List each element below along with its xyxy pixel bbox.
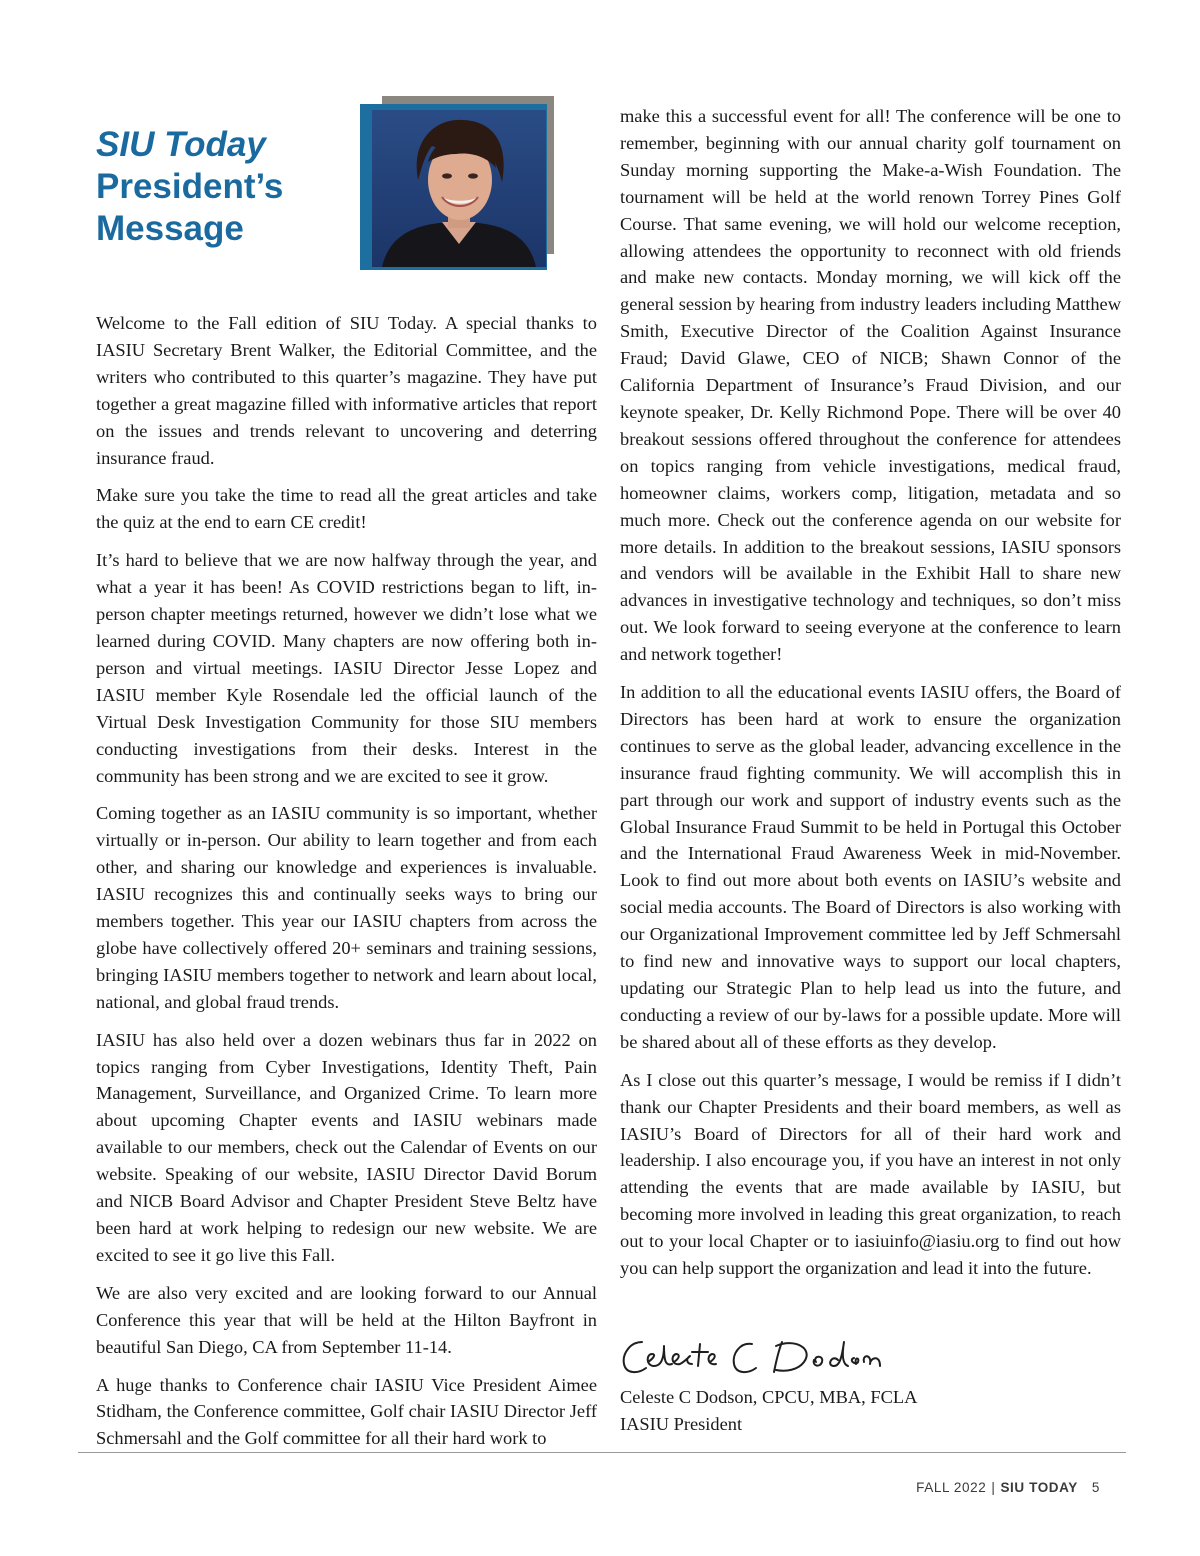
title-line-3: Message [96,209,244,248]
handwritten-signature [618,1332,1121,1384]
paragraph: A huge thanks to Conference chair IASIU Vice President Aimee Stidham, the Conference committee, Golf chair IASIU Director Jeff Schmersahl and the Golf committee for all their hard work to [96,1374,597,1449]
signatory-title: IASIU President [620,1413,743,1434]
right-column [620,103,1121,1438]
paragraph: In addition to all the educational events IASIU offers, the Board of Directors has been hard at work to ensure the organization continues to serve as the global leader, advancing excellence in the insurance fraud fighting community. We will accomplish this in part through our work and support of industry events such as the Global Insurance Fraud Summit to be held in Portugal this October and the International Fraud Awareness Week in mid-November. Look to find out more about both events on IASIU’s website and social media accounts. The Board of Directors is also working with our Organizational Improvement committee led by Jeff Schmersahl to find new and innovative ways to support our local chapters, updating our Strategic Plan to help lead us into the future, and conducting a review of our by-laws for a possible update. More will be shared about all of these efforts as they develop. [620,682,1121,1052]
paragraph: Welcome to the Fall edition of SIU Today. A special thanks to IASIU Secretary Brent Walker, the Editorial Committee, and the writers who contributed to this quarter’s magazine. They have put together a great magazine filled with informative articles that report on the issues and trends relevant to uncovering and deterring insurance fraud. [96,313,597,468]
paragraph: It’s hard to believe that we are now halfway through the year, and what a year it has been! As COVID restrictions began to lift, in-person chapter meetings returned, however we didn’t lose what we learned during COVID. Many chapters are now offering both in-person and virtual meetings. IASIU Director Jesse Lopez and IASIU member Kyle Rosendale led the official launch of the Virtual Desk Investigation Community for those SIU members conducting investigations from their desks. Interest in the community has been strong and we are excited to see it grow. [96,550,597,786]
footer-divider [78,1452,1126,1453]
title-line-1: SIU Today [96,125,266,164]
paragraph: make this a successful event for all! The conference will be one to remember, beginning with our annual charity golf tournament on Sunday morning supporting the Make-a-Wish Foundation. The tournament will be held at the world renown Torrey Pines Golf Course. That same evening, we will hold our welcome reception, allowing attendees the opportunity to reconnect with old friends and make new contacts. Monday morning, we will kick off the general session by hearing from industry leaders including Matthew Smith, Executive Director of the Coalition Against Insurance Fraud; David Glawe, CEO of NICB; Shawn Connor of the California Department of Insurance’s Fraud Division, and our keynote speaker, Dr. Kelly Richmond Pope. There will be over 40 breakout sessions offered throughout the conference for attendees on topics ranging from vehicle investigations, medical fraud, homeowner claims, workers comp, litigation, metadata and so much more. Check out the conference agenda on our website for more details. In addition to the breakout sessions, IASIU sponsors and vendors will be available in the Exhibit Hall to share new advances in investigative technology and techniques, so don’t miss out. We look forward to seeing everyone at the conference to learn and network together! [620,106,1121,665]
left-column [96,310,597,1463]
title-line-2: President’s [96,167,284,206]
footer-separator: | [991,1480,996,1495]
signatory-name: Celeste C Dodson, CPCU, MBA, FCLA [620,1386,918,1407]
page-title [96,124,366,250]
paragraph: Coming together as an IASIU community is so important, whether virtually or in-person. Our ability to learn together and from each other, and sharing our knowledge and experiences is invaluable. IASIU recognizes this and continually seeks ways to bring our members together. This year our IASIU chapters from across the globe have collectively offered 20+ seminars and training sessions, bringing IASIU members together to network and learn about local, national, and global fraud trends. [96,803,597,1012]
publication-name: SIU TODAY [1000,1480,1078,1495]
paragraph: Make sure you take the time to read all the great articles and take the quiz at the end to earn CE credit! [96,485,597,533]
issue-label: FALL 2022 [916,1480,987,1495]
paragraph: IASIU has also held over a dozen webinars thus far in 2022 on topics ranging from Cyber Investigations, Identity Theft, Pain Management, Surveillance, and Organized Crime. To learn more about upcoming Chapter events and IASIU webinars made available to our members, check out the Calendar of Events on our website. Speaking of our website, IASIU Director David Borum and NICB Board Advisor and Chapter President Steve Beltz have been hard at work helping to redesign our new website. We are excited to see it go live this Fall. [96,1029,597,1265]
paragraph: We are also very excited and are looking forward to our Annual Conference this year that will be held at the Hilton Bayfront in beautiful San Diego, CA from September 11-14. [96,1282,597,1357]
page-number: 5 [1091,1480,1100,1495]
portrait-photo-icon [372,110,546,267]
page-footer [916,1480,1100,1495]
president-photo [360,96,555,272]
paragraph: As I close out this quarter’s message, I would be remiss if I didn’t thank our Chapter Presidents and their board members, as well as IASIU’s Board of Directors for all of their hard work and leadership. I also encourage you, if you have an interest in not only attending the events that are made available by IASIU, but becoming more involved in leading this great organization, to reach out to your local Chapter or to iasiuinfo@iasiu.org to find out how you can help support the organization and lead it into the future. [620,1069,1121,1279]
photo-frame [360,104,547,270]
